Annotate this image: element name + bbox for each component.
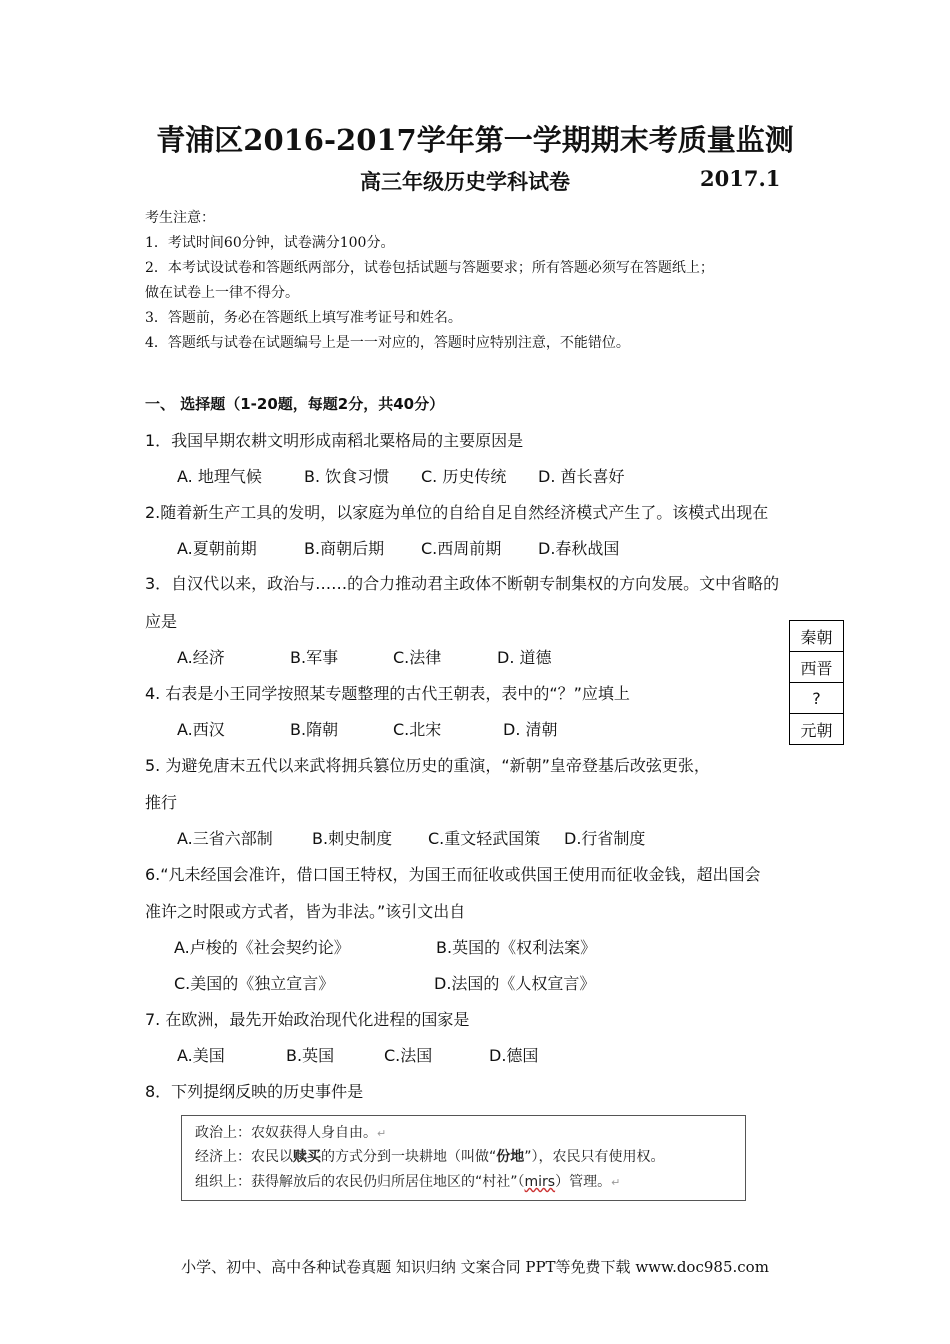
q7-option-c: C.法国 xyxy=(384,1046,433,1065)
question-4-stem: 4. 右表是小王同学按照某专题整理的古代王朝表，表中的“？”应填上 xyxy=(145,684,630,703)
q7-option-a: A.美国 xyxy=(177,1046,225,1065)
notice-item: 做在试卷上一律不得分。 xyxy=(145,285,299,301)
question-3-stem: 3．自汉代以来，政治与……的合力推动君主政体不断朝专制集权的方向发展。文中省略的 xyxy=(145,574,780,593)
question-3-stem-cont: 应是 xyxy=(145,612,178,631)
q5-option-b: B.刺史制度 xyxy=(312,829,393,848)
q4-option-d: D. 清朝 xyxy=(503,720,558,739)
q3-option-d: D. 道德 xyxy=(497,648,552,667)
outline-line-organization: 组织上：获得解放后的农民仍归所居住地区的“村社”（mirs）管理。↵ xyxy=(195,1174,621,1190)
q1-option-d: D. 酋长喜好 xyxy=(538,467,625,486)
q2-option-c: C.西周前期 xyxy=(421,539,502,558)
q5-option-d: D.行省制度 xyxy=(564,829,646,848)
dynasty-cell: 秦朝 xyxy=(790,621,844,652)
notice-heading: 考生注意： xyxy=(145,210,215,226)
q1-option-a: A. 地理气候 xyxy=(177,467,262,486)
q1-option-b: B. 饮食习惯 xyxy=(304,467,390,486)
q6-option-b: B.英国的《权利法案》 xyxy=(436,938,597,957)
q1-option-c: C. 历史传统 xyxy=(421,467,507,486)
question-7-stem: 7. 在欧洲，最先开始政治现代化进程的国家是 xyxy=(145,1010,470,1029)
paragraph-mark-icon: ↵ xyxy=(611,1176,621,1189)
q5-option-c: C.重文轻武国策 xyxy=(428,829,541,848)
q2-option-d: D.春秋战国 xyxy=(538,539,620,558)
dynasty-cell: 西晋 xyxy=(790,652,844,683)
question-1-stem: 1．我国早期农耕文明形成南稻北粟格局的主要原因是 xyxy=(145,431,524,450)
outline-line-politics: 政治上：农奴获得人身自由。↵ xyxy=(195,1125,387,1141)
page-footer: 小学、初中、高中各种试卷真题 知识归纳 文案合同 PPT等免费下载 www.doc985.com xyxy=(181,1258,769,1276)
notice-item: 1．考试时间60分钟，试卷满分100分。 xyxy=(145,235,395,251)
q6-option-a: A.卢梭的《社会契约论》 xyxy=(174,938,350,957)
dynasty-cell: 元朝 xyxy=(790,714,844,745)
paragraph-mark-icon: ↵ xyxy=(377,1127,387,1140)
section-heading: 一、 选择题（1-20题，每题2分，共40分） xyxy=(145,395,445,413)
notice-item: 3．答题前，务必在答题纸上填写准考证号和姓名。 xyxy=(145,310,462,326)
notice-item: 2．本考试设试卷和答题纸两部分，试卷包括试题与答题要求；所有答题必须写在答题纸上； xyxy=(145,260,714,276)
q5-option-a: A.三省六部制 xyxy=(177,829,273,848)
q4-option-b: B.隋朝 xyxy=(290,720,339,739)
q6-option-d: D.法国的《人权宣言》 xyxy=(434,974,596,993)
question-2-stem: 2.随着新生产工具的发明，以家庭为单位的自给自足自然经济模式产生了。该模式出现在 xyxy=(145,503,769,522)
question-5-stem: 5. 为避免唐末五代以来武将拥兵篡位历史的重演，“新朝”皇帝登基后改弦更张， xyxy=(145,756,710,775)
q2-option-a: A.夏朝前期 xyxy=(177,539,257,558)
q3-option-c: C.法律 xyxy=(393,648,442,667)
q4-option-a: A.西汉 xyxy=(177,720,225,739)
outline-line-economy: 经济上：农民以赎买的方式分到一块耕地（叫做“份地”），农民只有使用权。 xyxy=(195,1149,665,1165)
q7-option-b: B.英国 xyxy=(286,1046,335,1065)
q3-option-b: B.军事 xyxy=(290,648,339,667)
q2-option-b: B.商朝后期 xyxy=(304,539,385,558)
question-5-stem-cont: 推行 xyxy=(145,793,178,812)
q6-option-c: C.美国的《独立宣言》 xyxy=(174,974,335,993)
page-subtitle: 高三年级历史学科试卷 xyxy=(360,169,570,194)
q3-option-a: A.经济 xyxy=(177,648,225,667)
question-6-stem: 6.“凡未经国会准许，借口国王特权，为国王而征收或供国王使用而征收金钱，超出国会 xyxy=(145,865,761,884)
exam-date: 2017.1 xyxy=(700,166,781,191)
q4-option-c: C.北宋 xyxy=(393,720,442,739)
q7-option-d: D.德国 xyxy=(489,1046,539,1065)
dynasty-table xyxy=(789,620,844,745)
page-title: 青浦区2016-2017学年第一学期期末考质量监测 xyxy=(156,123,794,157)
question-8-stem: 8．下列提纲反映的历史事件是 xyxy=(145,1082,364,1101)
dynasty-cell: ? xyxy=(790,683,844,714)
outline-box xyxy=(181,1115,746,1201)
notice-item: 4．答题纸与试卷在试题编号上是一一对应的，答题时应特别注意，不能错位。 xyxy=(145,335,630,351)
question-6-stem-cont: 准许之时限或方式者，皆为非法。”该引文出自 xyxy=(145,902,466,921)
